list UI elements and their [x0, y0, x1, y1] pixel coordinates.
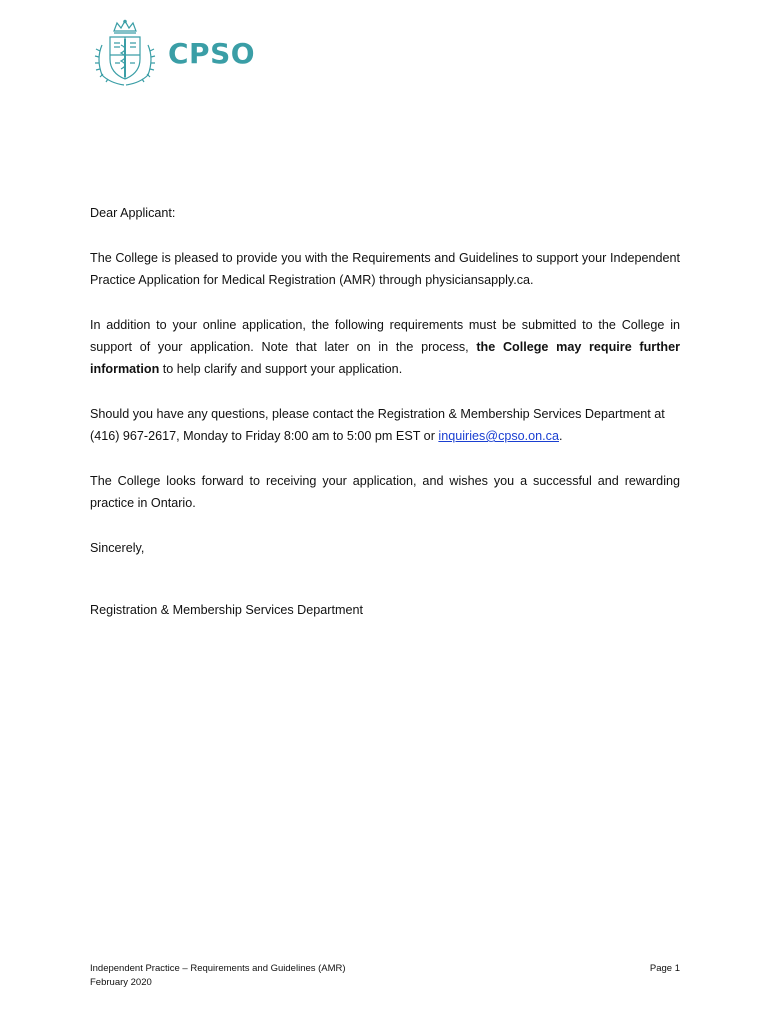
footer-title: Independent Practice – Requirements and Guidelines (AMR): [90, 963, 346, 974]
requirements-text: In addition to your online application, the following requirements must be submitted to the College in support of your application. Note that later on in the process,: [90, 318, 680, 354]
paragraph-closing-wishes: The College looks forward to receiving your application, and wishes you a successful and rewarding practice in Ontario.: [90, 474, 680, 510]
closing: Sincerely,: [90, 541, 145, 555]
requirements-emphasis: the College may require further information: [90, 340, 680, 376]
paragraph-requirements: [90, 314, 680, 380]
paragraph-intro: The College is pleased to provide you with the Requirements and Guidelines to support your Independent Practice Application for Medical Registration (AMR) through physiciansapply.ca.: [90, 251, 680, 287]
page-footer: [90, 962, 680, 990]
cpso-logo: [90, 18, 255, 88]
email-link[interactable]: inquiries@cpso.on.ca: [438, 429, 559, 443]
logo-text: CPSO: [168, 36, 256, 70]
contact-text: Should you have any questions, please contact the Registration & Membership Services Department at (416) 967-2617, Monday to Friday 8:00 am to 5:00 pm EST or: [90, 407, 665, 443]
letter-body: [90, 202, 680, 621]
footer-left: [90, 962, 346, 990]
footer-date: February 2020: [90, 977, 152, 988]
salutation: Dear Applicant:: [90, 206, 176, 220]
crest-icon: [90, 19, 160, 87]
signature: Registration & Membership Services Department: [90, 603, 363, 617]
page-number: Page 1: [649, 963, 680, 974]
requirements-text-end: to help clarify and support your application.: [159, 362, 403, 376]
contact-text-end: .: [559, 429, 563, 443]
paragraph-contact: [90, 403, 680, 447]
